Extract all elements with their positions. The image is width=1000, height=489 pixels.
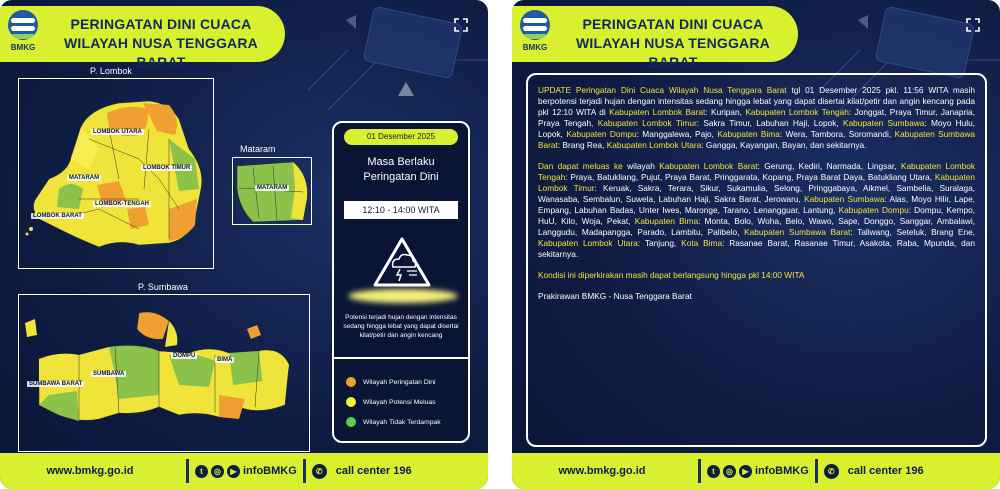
sumbawa-map — [18, 294, 310, 452]
body-text: : Alas, Moyo Hilir, Lape, Empang, Labuhan Badas, Unter Iwes, Maronge, Tarano, Lenangguar, Lantung, — [538, 194, 975, 215]
highlighted-text: Kabupaten Lombok Utara — [606, 140, 702, 150]
region-label-sumbawa: SUMBAWA — [93, 371, 125, 377]
warning-paragraph-expansion — [538, 161, 975, 260]
title-line-1: PERINGATAN DINI CUACA — [70, 16, 252, 32]
youtube-icon[interactable]: ▶ — [739, 465, 752, 478]
right-panel — [512, 0, 1000, 489]
region-label-bima: BIMA — [217, 357, 233, 363]
logo-label: BMKG — [10, 43, 36, 52]
legend-item-warning — [346, 377, 436, 387]
header-banner — [512, 6, 798, 70]
footer-call-center — [824, 453, 924, 489]
highlighted-text: Kabupaten Sumbawa — [804, 194, 885, 204]
legend-item-unaffected — [346, 417, 441, 427]
card-divider — [334, 357, 468, 359]
region-label-lombok-tengah: LOMBOK-TENGAH — [95, 201, 149, 207]
instagram-icon[interactable]: ◎ — [723, 465, 736, 478]
storm-warning-icon — [373, 237, 431, 289]
legend-dot-orange — [346, 377, 356, 387]
warning-description: Potensi terjadi hujan dengan intensitas sedang hingga lebat yang dapat disertai kilat/petir dan angin kencang — [343, 314, 459, 339]
bmkg-logo — [6, 10, 40, 56]
body-text: : Dompu, Kempo, HuU, Kilo, Woja, Pekat, — [538, 205, 976, 226]
body-text: tgl 01 Desember 2025 pkl. 11:56 WITA masih berpotensi terjadi hujan dengan intensitas sedang hingga lebat yang dapat disertai kilat/petir dan angin kencang pada pkl 12:10 WITA di — [538, 85, 976, 117]
body-text: : Keruak, Sakra, Terara, Sikur, Sukamulia, Selong, Pringgabaya, Aikmel, Sambelia, Suralaga, Wanasaba, Sembalun, Suwela, Labuhan Haji, Sakra Barat, Jerowaru, — [538, 183, 975, 204]
highlighted-text: Kabupaten Dompu — [566, 129, 637, 139]
warning-paragraph-duration: Kondisi ini diperkirakan masih dapat berlangsung hingga pkl 14:00 WITA — [538, 270, 805, 280]
footer-bar — [0, 453, 488, 489]
validity-time: 12:10 - 14:00 WITA — [344, 201, 458, 219]
footer-divider — [303, 459, 306, 483]
legend-dot-yellow — [346, 397, 356, 407]
highlighted-text: Kabupaten Lombok Timur — [597, 118, 697, 128]
footer-website[interactable]: www.bmkg.go.id — [558, 465, 646, 477]
body-text: : Moyo Hulu, Lopok, — [538, 118, 975, 139]
page-title — [558, 15, 788, 72]
body-text: : Gerung, Kediri, Narmada, Lingsar, — [757, 161, 901, 171]
legend-item-potential — [346, 397, 436, 407]
highlighted-text: Kabupaten Dompu — [838, 205, 909, 215]
call-center-text[interactable]: call center 196 — [847, 465, 924, 477]
region-label-mataram: MATARAM — [69, 175, 100, 181]
region-label-mataram-city: MATARAM — [257, 185, 288, 191]
validity-title-line-1: Masa Berlaku — [367, 156, 435, 168]
body-text: : Tanjung, — [637, 238, 682, 248]
highlighted-text: Dan dapat meluas ke — [538, 161, 623, 171]
region-label-sumbawa-barat: SUMBAWA BARAT — [29, 381, 83, 387]
highlighted-text: Kabupaten Lombok Utara — [538, 238, 638, 248]
warning-paragraph-current — [538, 85, 975, 151]
legend-label: Wilayah Tidak Terdampak — [363, 418, 441, 426]
region-label-dompu: DOMPU — [173, 353, 196, 359]
highlighted-text: Kabupaten Lombok Barat — [659, 161, 758, 171]
highlighted-text: UPDATE Peringatan Dini Cuaca Wilayah Nusa Tenggara Barat — [538, 85, 787, 95]
body-text: : Wera, Tambora, Soromandi, — [779, 129, 895, 139]
bmkg-logo — [518, 10, 552, 56]
instagram-icon[interactable]: ◎ — [211, 465, 224, 478]
legend-label: Wilayah Peringatan Dini — [363, 378, 436, 386]
warning-date: 01 Desember 2025 — [344, 129, 458, 145]
body-text: : Sakra Timur, Labuhan Haji, Lopok, — [696, 118, 844, 128]
body-text: : Praya, Batukliang, Pujut, Praya Barat, Pringgarata, Kopang, Praya Barat Daya, Batukliang Utara, — [565, 172, 935, 182]
highlighted-text: Kabupaten Lombok Barat — [609, 107, 706, 117]
mataram-map-title: Mataram — [240, 144, 276, 154]
region-label-lombok-barat: LOMBOK BARAT — [33, 213, 82, 219]
header-banner — [0, 6, 285, 70]
youtube-icon[interactable]: ▶ — [227, 465, 240, 478]
highlighted-text: Kabupaten Bima — [717, 129, 780, 139]
call-center-text[interactable]: call center 196 — [335, 465, 412, 477]
highlighted-text: Kabupaten Sumbawa — [843, 118, 925, 128]
footer-social — [195, 453, 297, 489]
body-text: : Manggalewa, Pajo, — [636, 129, 718, 139]
title-line-2: WILAYAH NUSA TENGGARA BARAT — [576, 35, 770, 70]
body-text: : Kuripan, — [705, 107, 746, 117]
body-text: : Taliwang, Seteluk, Brang Ene, — [850, 227, 975, 237]
lombok-map — [18, 78, 214, 269]
body-text: : Gangga, Kayangan, Bayan, dan sekitarnya. — [701, 140, 867, 150]
region-label-lombok-timur: LOMBOK TIMUR — [143, 165, 191, 171]
region-label-lombok-utara: LOMBOK UTARA — [93, 129, 142, 135]
warning-info-card — [332, 121, 470, 443]
mataram-map — [232, 157, 312, 225]
expand-icon[interactable] — [966, 18, 980, 32]
footer-website[interactable]: www.bmkg.go.id — [46, 465, 134, 477]
highlighted-text: Kabupaten Lombok Timur — [538, 172, 975, 193]
body-text: : Jonggat, Praya Timur, Janapria, Praya Tengah, — [538, 107, 975, 128]
title-line-1: PERINGATAN DINI CUACA — [582, 16, 764, 32]
body-text: : Rasanae Barat, Rasanae Timur, Asakota, Raba, Mpunda, dan sekitarnya. — [538, 238, 976, 259]
left-panel — [0, 0, 488, 489]
highlighted-text: Kabupaten Sumbawa Barat — [744, 227, 851, 237]
social-handle[interactable]: infoBMKG — [755, 465, 809, 477]
icon-glow — [348, 289, 458, 303]
highlighted-text: Kabupaten Sumbawa Barat — [538, 129, 976, 150]
validity-title-line-2: Peringatan Dini — [363, 171, 439, 183]
phone-icon: ✆ — [824, 464, 839, 479]
sumbawa-map-title: P. Sumbawa — [138, 282, 188, 292]
logo-label: BMKG — [522, 43, 548, 52]
highlighted-text: Kabupaten Lombok Tengah — [538, 161, 975, 182]
footer-social — [707, 453, 809, 489]
title-line-2: WILAYAH NUSA TENGGARA BARAT — [64, 35, 258, 70]
validity-title — [334, 155, 468, 185]
footer-bar — [512, 453, 1000, 489]
page-title — [46, 15, 276, 72]
body-text: : Monta, Bolo, Woha, Belo, Wawo, Sape, Donggo, Sanggar, Ambalawi, Langgudu, Madapangga, Parado, Lambitu, Palibelo, — [538, 216, 975, 237]
highlighted-text: Kabupaten Bima — [634, 216, 699, 226]
body-text: : Brang Rea, — [557, 140, 607, 150]
legend-dot-green — [346, 417, 356, 427]
phone-icon: ✆ — [312, 464, 327, 479]
expand-icon[interactable] — [454, 18, 468, 32]
social-handle[interactable]: infoBMKG — [243, 465, 297, 477]
warning-text-box — [526, 73, 987, 447]
twitter-icon[interactable]: t — [195, 465, 208, 478]
footer-divider — [186, 459, 189, 483]
highlighted-text: Kabupaten Lombok Tengah — [745, 107, 849, 117]
body-text: wilayah — [622, 161, 660, 171]
footer-divider — [698, 459, 701, 483]
footer-call-center — [312, 453, 412, 489]
twitter-icon[interactable]: t — [707, 465, 720, 478]
legend-label: Wilayah Potensi Meluas — [363, 398, 436, 406]
forecaster-signature: Prakirawan BMKG - Nusa Tenggara Barat — [538, 291, 692, 301]
highlighted-text: Kota Bima — [681, 238, 723, 248]
footer-divider — [815, 459, 818, 483]
lombok-map-title: P. Lombok — [90, 66, 132, 76]
